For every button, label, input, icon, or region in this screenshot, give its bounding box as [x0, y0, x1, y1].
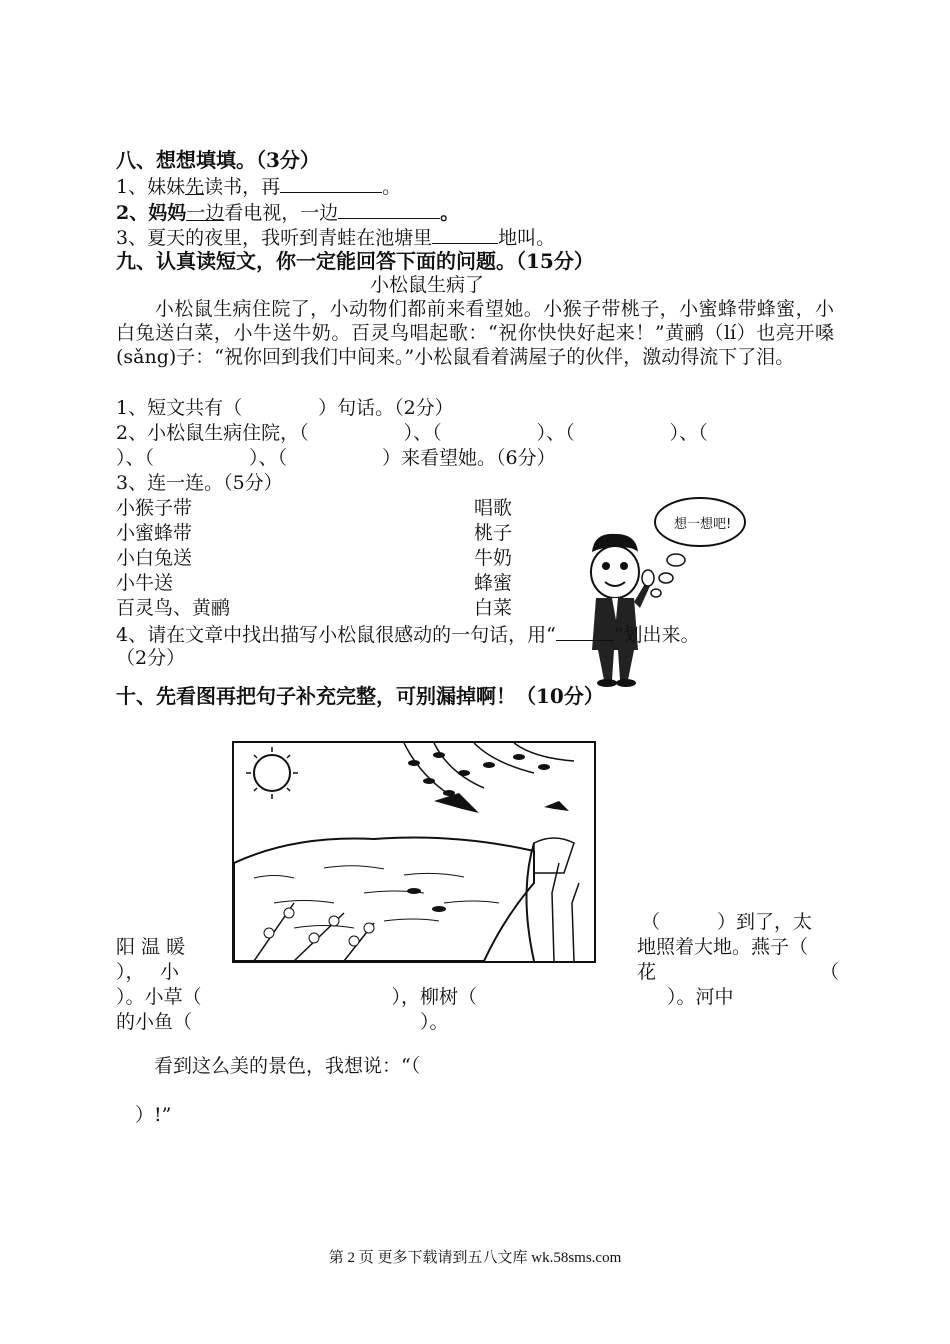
match-left-2[interactable]: 小蜜蜂带: [116, 522, 193, 544]
s10-line-4: ）。小草（ ），柳树（ ）。河中: [116, 986, 734, 1008]
section-9-title: 九、认真读短文，你一定能回答下面的问题。（15分）: [116, 249, 594, 273]
q4-blank[interactable]: [556, 622, 614, 641]
match-left-1[interactable]: 小猴子带: [116, 497, 193, 519]
s10-left-line-3: ）， 小: [116, 961, 180, 983]
section-10-title: 十、先看图再把句子补充完整，可别漏掉啊！（10分）: [116, 684, 604, 708]
q3-end: 地叫。: [498, 227, 556, 249]
q2-text-a: 2、妈妈: [116, 202, 187, 224]
q1-underlined: 先: [185, 176, 205, 198]
s10-right-line-3b: （: [820, 961, 840, 983]
match-left-4[interactable]: 小牛送: [116, 572, 174, 594]
match-right-2[interactable]: 桃子: [474, 522, 513, 544]
q1-end: 。: [382, 176, 402, 198]
s10-left-line-2: 阳 温 暖: [116, 936, 186, 958]
story-paragraph: 小松鼠生病住院了，小动物们都前来看望她。小猴子带桃子，小蜜蜂带蜂蜜，小白兔送白菜，小牛送牛奶。百灵鸟唱起歌：“祝你快快好起来！”黄鹂（lí）也亮开嗓(sǎng)子：“祝你回到我们中间来。”小松鼠看着满屋子的伙伴，激动得流下了泪。: [116, 298, 834, 368]
s8-question-2: [116, 200, 459, 225]
q1-text-b: 读书，再: [204, 176, 281, 198]
s10-line-5: 的小鱼（ ）。: [116, 1011, 449, 1033]
s9-question-2a: 2、小松鼠生病住院，（ ）、（ ）、（ ）、（: [116, 422, 708, 444]
story-title: 小松鼠生病了: [370, 274, 485, 296]
q3-blank[interactable]: [432, 225, 498, 244]
s9-question-3: 3、连一连。（5分）: [116, 472, 283, 494]
q2-text-b: 看电视，一边: [224, 202, 339, 224]
q2-underlined: 一边: [186, 202, 225, 224]
q2-end: 。: [440, 202, 460, 224]
q2-blank[interactable]: [338, 200, 440, 219]
match-left-3[interactable]: 小白兔送: [116, 547, 193, 569]
match-right-3[interactable]: 牛奶: [474, 547, 513, 569]
s10-right-line-3a: 花: [637, 961, 657, 983]
s9-question-4-score: （2分）: [116, 647, 186, 669]
s8-question-1: [116, 174, 401, 199]
thought-bubble-text: 想一想吧!: [674, 517, 732, 532]
s10-right-line-1: （ ）到了，太: [641, 911, 813, 933]
s9-question-4: [116, 622, 700, 647]
match-right-5[interactable]: 白菜: [474, 597, 513, 619]
q1-text-a: 1、妹妹: [116, 176, 186, 198]
section-8-title: 八、想想填填。（3分）: [116, 148, 320, 172]
match-left-5[interactable]: 百灵鸟、黄鹂: [116, 597, 231, 619]
s9-question-2b: ）、（ ）、（ ）来看望她。（6分）: [116, 447, 556, 469]
match-right-4[interactable]: 蜂蜜: [474, 572, 513, 594]
s10-line-7: ）!”: [116, 1104, 172, 1126]
match-right-1[interactable]: 唱歌: [474, 497, 513, 519]
s9-question-1: 1、短文共有（ ）句话。（2分）: [116, 397, 454, 419]
q1-blank[interactable]: [280, 174, 382, 193]
q3-text-a: 3、夏天的夜里，我听到青蛙在池塘里: [116, 227, 433, 249]
s8-question-3: [116, 225, 555, 250]
s10-right-line-2: 地照着大地。燕子（: [637, 936, 809, 958]
q4-text-b: ”划出来。: [613, 624, 700, 646]
q4-text-a: 4、请在文章中找出描写小松鼠很感动的一句话，用“: [116, 624, 556, 646]
page-footer: 第 2 页 更多下载请到五八文库 wk.58sms.com: [328, 1250, 622, 1266]
spring-scene-picture: [232, 741, 596, 963]
thinking-boy-illustration: [580, 490, 760, 690]
s10-line-6: 看到这么美的景色，我想说：“（: [116, 1055, 421, 1077]
